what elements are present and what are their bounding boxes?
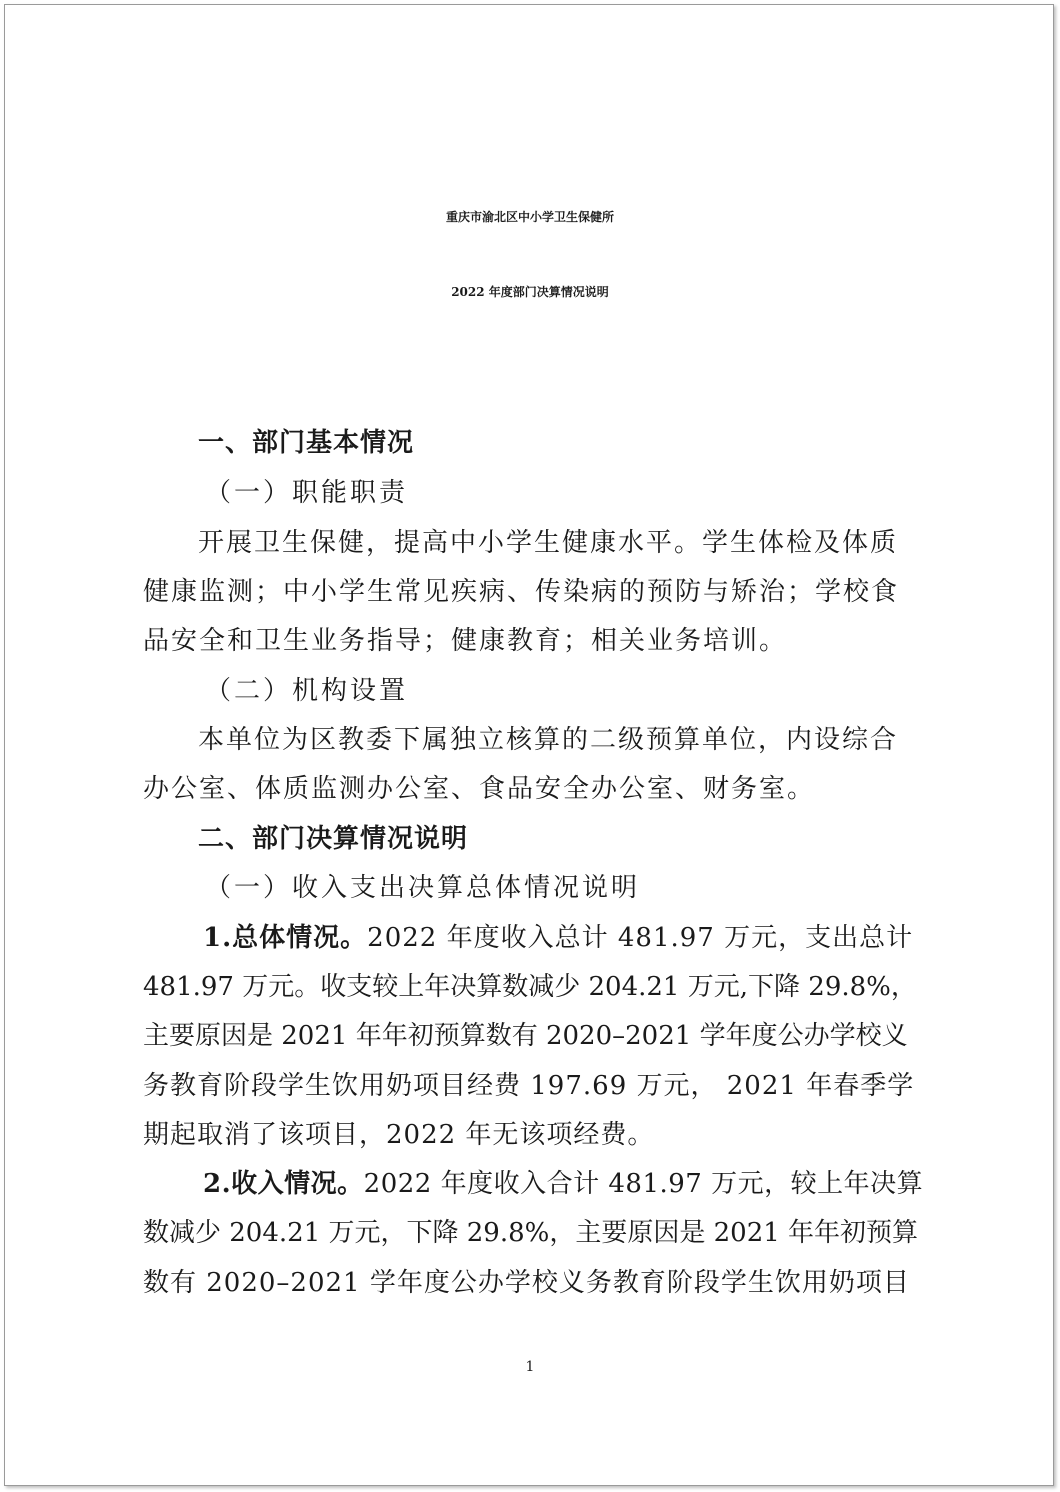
paragraph-line: 办公室、体质监测办公室、食品安全办公室、财务室。 <box>143 774 816 804</box>
item-text: 2022 年度收入总计 481.97 万元，支出总计 <box>367 923 914 953</box>
section-heading-basic-info: 一、部门基本情况 <box>198 428 415 458</box>
paragraph-line: 481.97 万元。收支较上年决算数减少 204.21 万元,下降 29.8%， <box>143 972 917 1002</box>
item-label-income: 2.收入情况。 <box>203 1169 364 1199</box>
paragraph-line <box>203 1166 923 1202</box>
paragraph-line: 主要原因是 2021 年年初预算数有 2020–2021 学年度公办学校义 <box>143 1021 908 1051</box>
subheading-income-expenditure: （一）收入支出决算总体情况说明 <box>205 873 641 903</box>
subheading-organization: （二）机构设置 <box>205 676 409 706</box>
paragraph-line: 健康监测；中小学生常见疾病、传染病的预防与矫治；学校食 <box>143 577 900 607</box>
subheading-functions: （一）职能职责 <box>205 478 409 508</box>
section-heading-final-accounts: 二、部门决算情况说明 <box>198 824 469 854</box>
page-number: 1 <box>525 1359 535 1375</box>
item-text: 2022 年度收入合计 481.97 万元，较上年决算 <box>363 1169 924 1199</box>
paragraph-line: 数减少 204.21 万元，下降 29.8%，主要原因是 2021 年年初预算 <box>143 1218 919 1248</box>
paragraph-line: 开展卫生保健，提高中小学生健康水平。学生体检及体质 <box>198 528 899 558</box>
document-title-line-1: 重庆市渝北区中小学卫生保健所 <box>445 210 614 224</box>
item-label-overall: 1.总体情况。 <box>203 923 368 953</box>
paragraph-line: 期起取消了该项目，2022 年无该项经费。 <box>143 1120 655 1150</box>
paragraph-line <box>203 920 913 956</box>
paragraph-line: 品安全和卫生业务指导；健康教育；相关业务培训。 <box>143 626 788 656</box>
paragraph-line: 数有 2020–2021 学年度公办学校义务教育阶段学生饮用奶项目 <box>143 1268 910 1298</box>
paragraph-line: 本单位为区教委下属独立核算的二级预算单位，内设综合 <box>198 725 899 755</box>
document-title-line-2: 2022 年度部门决算情况说明 <box>451 285 609 299</box>
paragraph-line: 务教育阶段学生饮用奶项目经费 197.69 万元， 2021 年春季学 <box>143 1071 915 1101</box>
